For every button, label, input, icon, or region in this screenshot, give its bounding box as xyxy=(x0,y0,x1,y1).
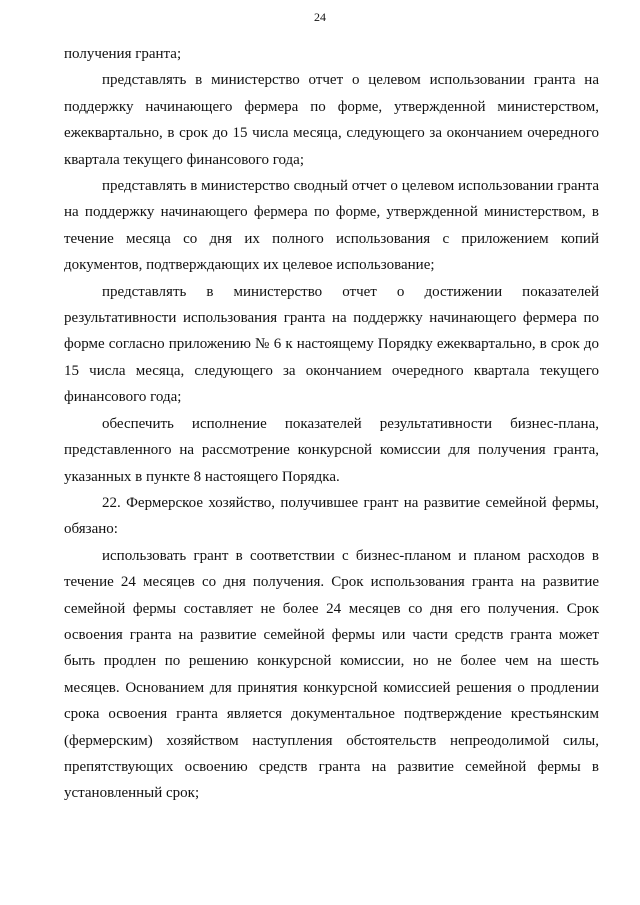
paragraph-grant-usage-terms: использовать грант в соответствии с бизнес-планом и планом расходов в течение 24 месяцев со дня получения. Срок использования гранта на развитие семейной фермы составляет не более 24 месяцев со дня его получения. Срок освоения гранта на развитие семейной фермы или части средств гранта может быть продлен по решению конкурсной комиссии, но не более чем на шесть месяцев. Основанием для принятия конкурсной комиссией решения о продлении срока освоения гранта является документальное подтверждение крестьянским (фермерским) хозяйством наступления обстоятельств непреодолимой силы, препятствующих освоению средств гранта на развитие семейной фермы в установленный срок; xyxy=(64,547,599,802)
paragraph-quarterly-report: представлять в министерство отчет о целевом использовании гранта на поддержку начинающего фермера по форме, утвержденной министерством, ежеквартально, в срок до 15 числа месяца, следующего за окончанием очередного квартала текущего финансового года; xyxy=(64,72,599,168)
paragraph-section-22-heading: 22. Фермерское хозяйство, получившее грант на развитие семейной фермы, обязано: xyxy=(64,494,599,538)
paragraph-summary-report: представлять в министерство сводный отчет о целевом использовании гранта на поддержку начинающего фермера по форме, утвержденной министерством, в течение месяца со дня их полного использования с приложением копий документов, подтверждающих их целевое использование; xyxy=(64,178,599,274)
paragraph-performance-report: представлять в министерство отчет о достижении показателей результативности использования гранта на поддержку начинающего фермера по форме согласно приложению № 6 к настоящему Порядку ежеквартально, в срок до 15 числа месяца, следующего за окончанием очередного квартала текущего финансового года; xyxy=(64,283,599,406)
page-number: 24 xyxy=(314,10,326,24)
document-body xyxy=(64,41,599,807)
paragraph-ensure-indicators: обеспечить исполнение показателей результативности бизнес-плана, представленного на рассмотрение конкурсной комиссии для получения гранта, указанных в пункте 8 настоящего Порядка. xyxy=(64,415,599,485)
paragraph-continuation: получения гранта; xyxy=(64,46,182,62)
